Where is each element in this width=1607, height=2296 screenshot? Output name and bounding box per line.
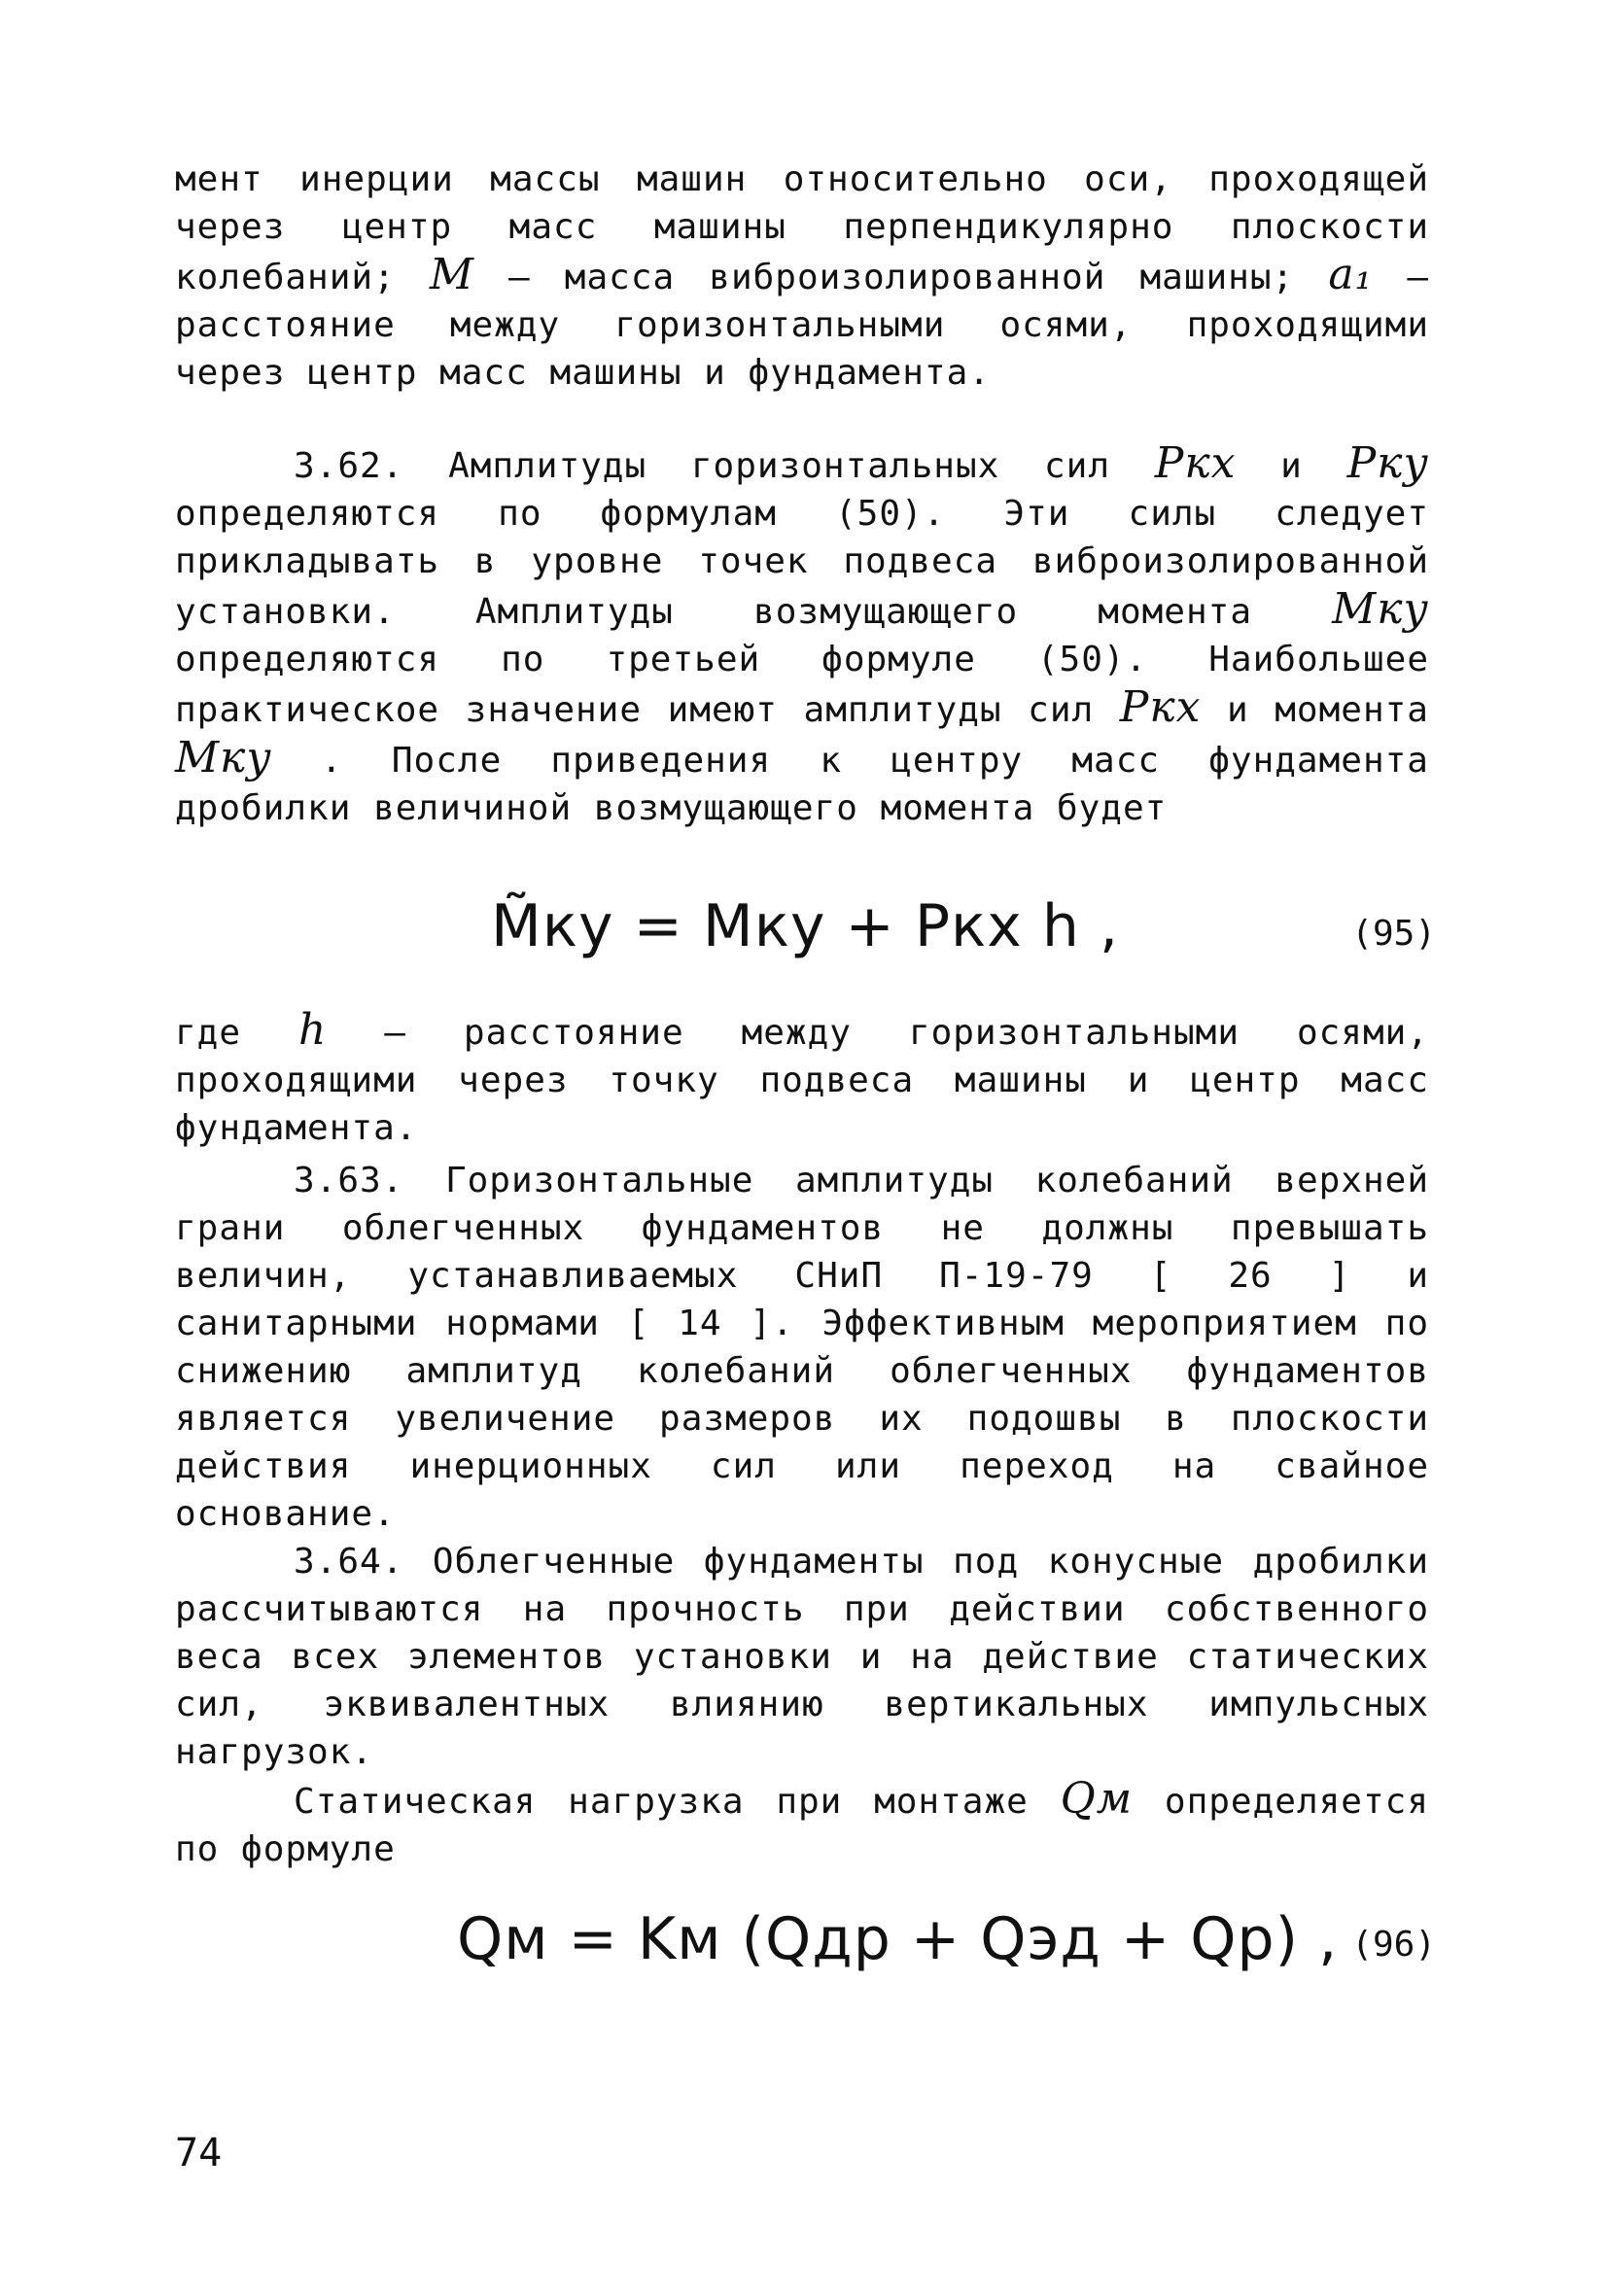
section-3-62-lead: 3.62. Амплитуды горизонтальных сил — [294, 446, 1111, 486]
symbol-M: M — [429, 250, 474, 299]
paragraph-static-load — [175, 1775, 1429, 1873]
text-inertia: мент инерции массы машин относительно оси, проходящей через центр масс машины перпендикулярно плоскости колебаний; — [175, 159, 1429, 297]
conj-and-1: и — [1280, 446, 1303, 486]
static-load-text: определяется по формуле — [175, 1782, 1429, 1869]
symbol-a1: a₁ — [1328, 250, 1374, 299]
paragraph-3-63: 3.63. Горизонтальные амплитуды колебаний верхней грани облегченных фундаментов не должны превышать величин, устанавливаемых СНиП П-19-79 [ 26 ] и санитарными нормами [ 14 ]. Эффективным мероприятием по снижению амплитуд колебаний облегченных фундаментов является увеличение размеров их подошвы в плоскости действия инерционных сил или переход на свайное основание. — [175, 1161, 1429, 1534]
section-3-62-text2: определяются по третьей формуле (50). Наибольшее практическое значение имеют амплитуды сил — [175, 640, 1429, 730]
equation-number-96: (96) — [1351, 1925, 1436, 1965]
section-3-62-text4: . После приведения к центру масс фундамента дробилки величиной возмущающего момента будет — [175, 741, 1429, 828]
symbol-h: h — [297, 1005, 328, 1055]
text-h-definition: – расстояние между горизонтальными осями, проходящими через точку подвеса машины и центр масс фундамента. — [175, 1013, 1429, 1148]
section-3-62-text3: момента — [1275, 690, 1429, 730]
symbol-mky: Mку — [1332, 584, 1429, 634]
section-3-62-text1: определяются по формулам (50). Эти силы следует прикладывать в уровне точек подвеса виброизолированной установки. Амплитуды возмущающего момента — [175, 494, 1429, 632]
symbol-pky: Pку — [1346, 438, 1429, 488]
static-load-lead: Статическая нагрузка при монтаже — [294, 1782, 1029, 1822]
conj-and-2: и — [1227, 690, 1249, 730]
symbol-pkx: Pкx — [1154, 438, 1237, 488]
text-where: где — [175, 1013, 242, 1053]
symbol-qm: Qм — [1060, 1774, 1134, 1824]
paragraph-where-h — [175, 1006, 1429, 1152]
text-a1-definition: – расстояние между горизонтальными осями, проходящими через центр масс машины и фундамента. — [175, 258, 1429, 393]
page-number: 74 — [175, 2131, 223, 2175]
formula-96: Qм = Kм (Qдр + Qэд + Qр) , — [457, 1905, 1339, 1973]
paragraph-3-62 — [175, 439, 1429, 832]
paragraph-inertia — [175, 156, 1429, 397]
text-mass-definition: – масса виброизолированной машины; — [508, 258, 1295, 297]
symbol-pkx-2: Pкx — [1119, 682, 1202, 732]
symbol-mky-2: Mку — [175, 733, 272, 783]
equation-number-95: (95) — [1351, 914, 1436, 954]
paragraph-3-64: 3.64. Облегченные фундаменты под конусные дробилки рассчитываются на прочность при действии собственного веса всех элементов установки и на действие статических сил, эквивалентных влиянию вертикальных импульсных нагрузок. — [175, 1542, 1429, 1772]
formula-95: M̃ку = Mку + Pкx h , — [491, 892, 1120, 960]
